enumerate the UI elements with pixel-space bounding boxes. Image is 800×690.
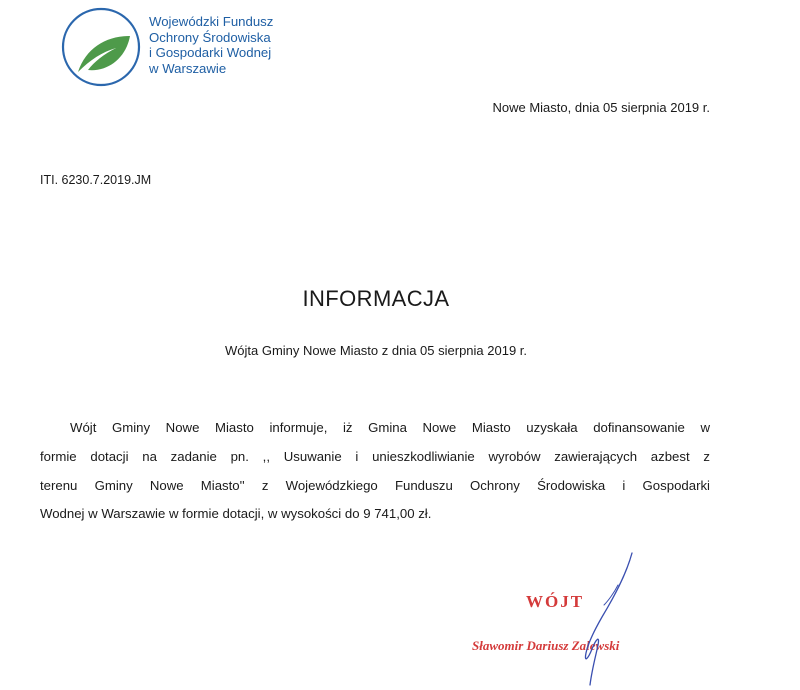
fund-name <box>149 14 273 76</box>
fund-name-line: i Gospodarki Wodnej <box>149 45 272 60</box>
fund-name-line: Ochrony Środowiska <box>149 29 271 45</box>
fund-logo <box>60 6 310 88</box>
stamp-title: WÓJT <box>526 592 585 611</box>
body-line: Wójt Gminy Nowe Miasto informuje, iż Gmina Nowe Miasto uzyskała dofinansowanie w <box>70 420 710 435</box>
leaf-logo-icon <box>60 6 142 88</box>
reference-number: ITI. 6230.7.2019.JM <box>40 173 152 187</box>
body-line: formie dotacji na zadanie pn. ,, Usuwanie i unieszkodliwianie wyrobów zawierających azbest z <box>40 448 710 464</box>
handwritten-signature-icon <box>540 545 650 690</box>
stamp-name: Sławomir Dariusz Zalewski <box>472 638 620 653</box>
fund-name-line: Wojewódzki Fundusz <box>149 14 274 29</box>
date-line: Nowe Miasto, dnia 05 sierpnia 2019 r. <box>492 100 710 115</box>
body-line: Wodnej w Warszawie w formie dotacji, w wysokości do 9 741,00 zł. <box>40 506 432 522</box>
document-title: INFORMACJA <box>302 286 450 311</box>
body-paragraph <box>40 414 710 529</box>
body-line: terenu Gminy Nowe Miasto'' z Wojewódzkiego Funduszu Ochrony Środowiska i Gospodarki <box>40 477 710 493</box>
fund-name-line: w Warszawie <box>149 60 227 76</box>
document-subtitle: Wójta Gminy Nowe Miasto z dnia 05 sierpnia 2019 r. <box>224 343 528 358</box>
